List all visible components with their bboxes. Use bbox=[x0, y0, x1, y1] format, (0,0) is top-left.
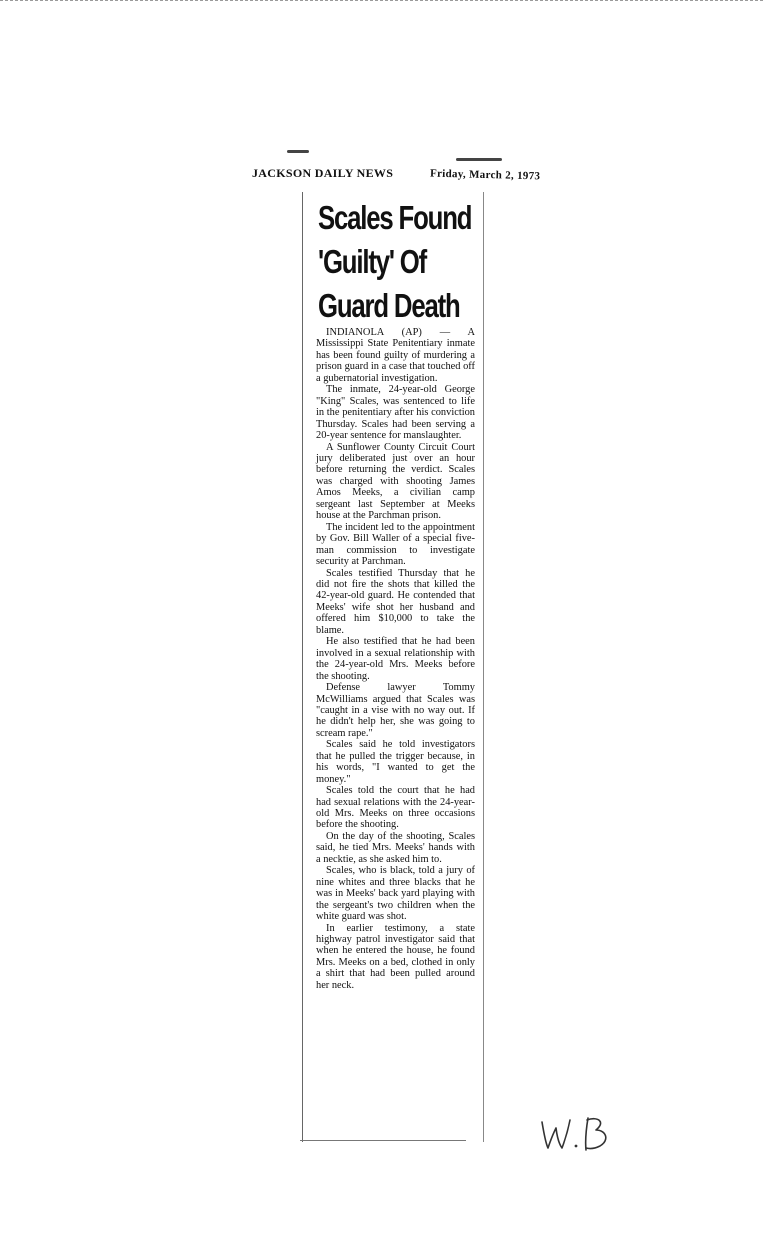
article-paragraph: Scales said he told investigators that he pulled the trigger because, in his words, "I wanted to get the money." bbox=[316, 739, 475, 785]
scan-mark-left bbox=[287, 150, 309, 153]
article-paragraph: He also testified that he had been involved in a sexual relationship with the 24-year-old Mrs. Meeks before the shooting. bbox=[316, 636, 475, 682]
article-paragraph: Scales told the court that he had had sexual relations with the 24-year-old Mrs. Meeks on three occasions before the shooting. bbox=[316, 785, 475, 831]
newspaper-name: JACKSON DAILY NEWS bbox=[252, 166, 394, 180]
article-paragraph: In earlier testimony, a state highway patrol investigator said that when he entered the house, he found Mrs. Meeks on a bed, clothed in only a shirt that had been pulled around her neck. bbox=[316, 922, 475, 991]
article-paragraph: Scales, who is black, told a jury of nine whites and three blacks that he was in Meeks' back yard playing with the sergeant's two children when the white guard was shot. bbox=[316, 865, 475, 923]
article-paragraph: The incident led to the appointment by Gov. Bill Waller of a special five-man commission to investigate security at Parchman. bbox=[316, 521, 475, 568]
page-top-border bbox=[0, 0, 763, 1]
article-paragraph: Scales testified Thursday that he did not fire the shots that killed the 42-year-old guard. He contended that Meeks' wife shot her husband and offered him $10,000 to take the blame. bbox=[316, 567, 475, 636]
article-paragraph: On the day of the shooting, Scales said, he tied Mrs. Meeks' hands with a necktie, as she asked him to. bbox=[316, 830, 475, 865]
publication-date: Friday, March 2, 1973 bbox=[429, 167, 541, 183]
handwritten-initials-signature bbox=[536, 1108, 626, 1158]
headline-line-1: Scales Found bbox=[318, 199, 472, 236]
masthead bbox=[252, 166, 552, 186]
headline-line-3: Guard Death bbox=[318, 287, 460, 324]
clipping-bottom-edge bbox=[300, 1140, 466, 1141]
scan-mark-right bbox=[456, 158, 502, 161]
article-paragraph: INDIANOLA (AP) — A Mississippi State Penitentiary inmate has been found guilty of murdering a prison guard in a case that touched off a gubernatorial investigation. bbox=[316, 327, 475, 384]
article-paragraph: A Sunflower County Circuit Court jury deliberated just over an hour before returning the verdict. Scales was charged with shooting James Amos Meeks, a civilian camp sergeant last September at Meeks house at the Parchman prison. bbox=[316, 441, 475, 522]
article-body bbox=[316, 327, 475, 991]
article-paragraph: Defense lawyer Tommy McWilliams argued that Scales was "caught in a vise with no way out. If he didn't help her, she was going to scream rape." bbox=[316, 682, 475, 739]
headline-line-2: 'Guilty' Of bbox=[318, 243, 427, 280]
article-headline bbox=[318, 196, 472, 328]
article-paragraph: The inmate, 24-year-old George "King" Scales, was sentenced to life in the penitentiary after his conviction Thursday. Scales had been serving a 20-year sentence for manslaughter. bbox=[316, 384, 475, 442]
